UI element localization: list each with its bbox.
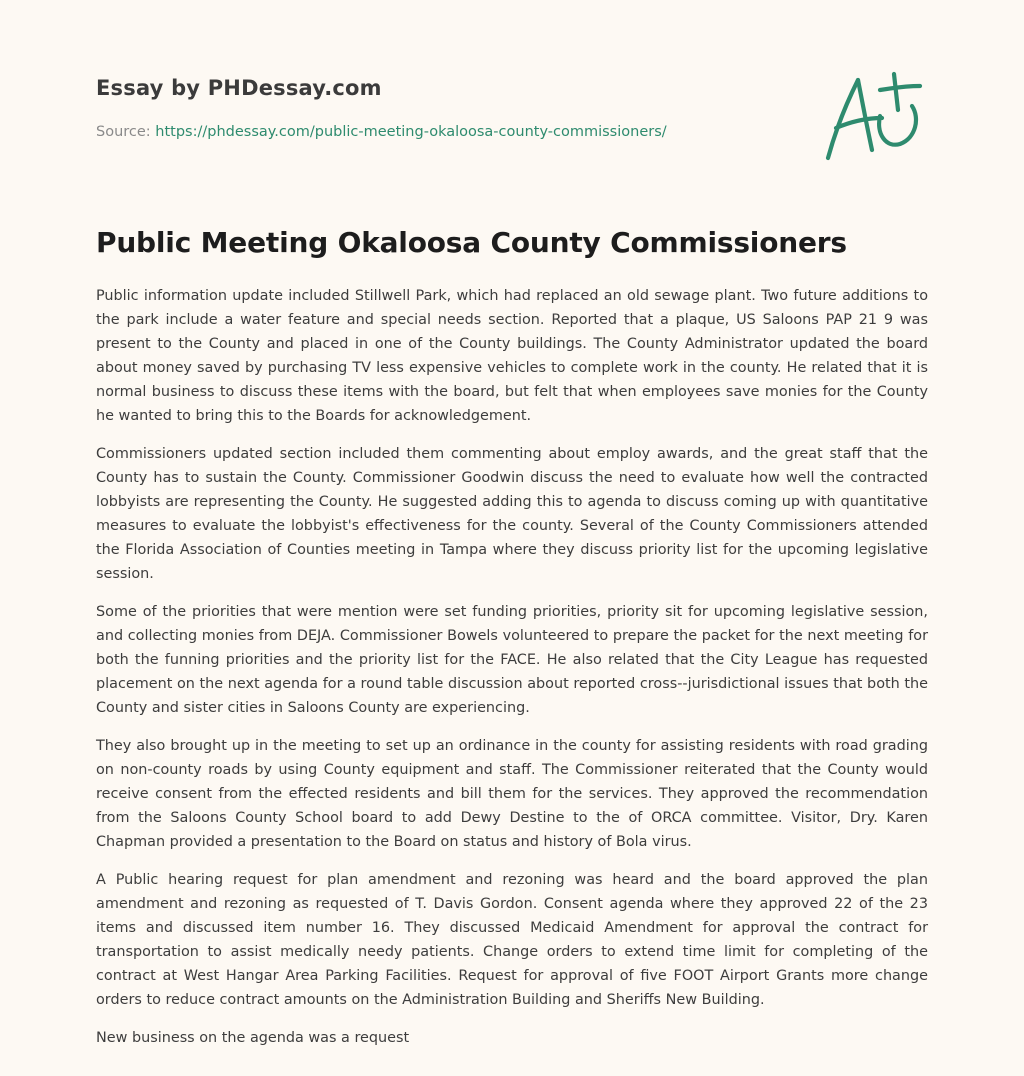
source-link[interactable]: https://phdessay.com/public-meeting-okaloosa-county-commissioners/ [155,124,667,140]
a-plus-logo-icon [816,66,928,168]
essay-paragraph: New business on the agenda was a request [96,1030,410,1046]
essay-title: Public Meeting Okaloosa County Commissioners [96,226,847,259]
site-brand: Essay by PHDessay.com [96,76,382,100]
essay-paragraph: Commissioners updated section included them commenting about employ awards, and the great staff that the County has to sustain the County. Commissioner Goodwin discuss the need to evaluate how well the contracted lobbyists are representing the County. He suggested adding this to agenda to discuss coming up with quantitative measures to evaluate the lobbyist's effectiveness for the county. Several of the County Commissioners attended the Florida Association of Counties meeting in Tampa where they discuss priority list for the upcoming legislative session. [96,446,928,582]
source-line [96,124,667,140]
essay-paragraph: Public information update included Stillwell Park, which had replaced an old sewage plant. Two future additions to the park include a water feature and special needs section. Reported that a plaque, US Saloons PAP 21 9 was present to the County and placed in one of the County buildings. The County Administrator updated the board about money saved by purchasing TV less expensive vehicles to complete work in the county. He related that it is normal business to discuss these items with the board, but felt that when employees save monies for the County he wanted to bring this to the Boards for acknowledgement. [96,288,928,424]
essay-paragraph: Some of the priorities that were mention were set funding priorities, priority sit for upcoming legislative session, and collecting monies from DEJA. Commissioner Bowels volunteered to prepare the packet for the next meeting for both the funning priorities and the priority list for the FACE. He also related that the City League has requested placement on the next agenda for a round table discussion about reported cross--jurisdictional issues that both the County and sister cities in Saloons County are experiencing. [96,604,928,716]
essay-paragraph: A Public hearing request for plan amendment and rezoning was heard and the board approved the plan amendment and rezoning as requested of T. Davis Gordon. Consent agenda where they approved 22 of the 23 items and discussed item number 16. They discussed Medicaid Amendment for approval the contract for transportation to assist medically needy patients. Change orders to extend time limit for completing of the contract at West Hangar Area Parking Facilities. Request for approval of five FOOT Airport Grants more change orders to reduce contract amounts on the Administration Building and Sheriffs New Building. [96,872,928,1008]
essay-body [96,284,928,1064]
essay-paragraph: They also brought up in the meeting to set up an ordinance in the county for assisting residents with road grading on non-county roads by using County equipment and staff. The Commissioner reiterated that the County would receive consent from the effected residents and bill them for the services. They approved the recommendation from the Saloons County School board to add Dewy Destine to the of ORCA committee. Visitor, Dry. Karen Chapman provided a presentation to the Board on status and history of Bola virus. [96,738,928,850]
source-label: Source: [96,124,156,140]
